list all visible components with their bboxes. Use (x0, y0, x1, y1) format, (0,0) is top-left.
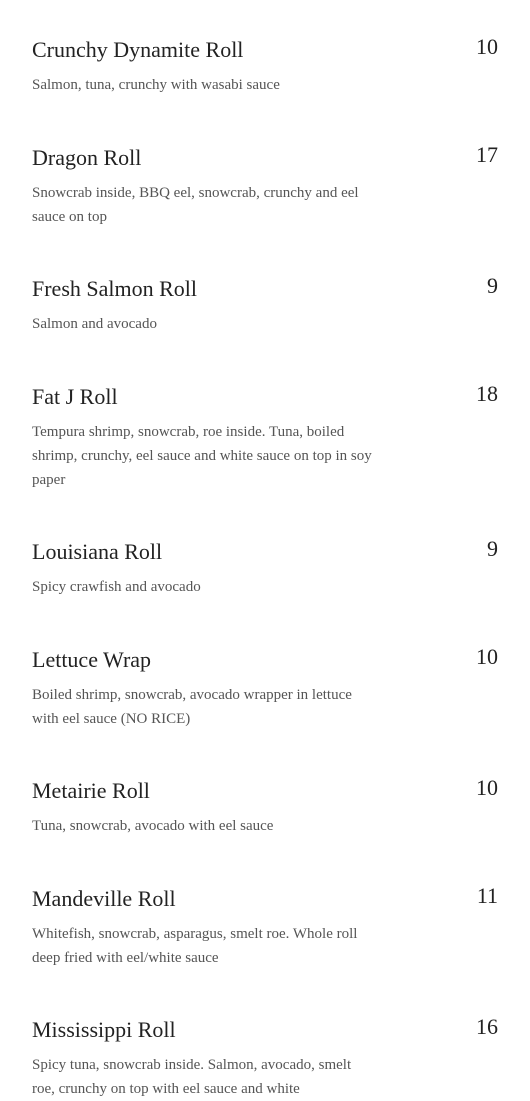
item-price: 16 (476, 1014, 498, 1039)
item-description: Boiled shrimp, snowcrab, avocado wrapper in lettuce with eel sauce (NO RICE) (32, 687, 352, 727)
item-price: 11 (476, 883, 498, 908)
item-name: Crunchy Dynamite Roll (32, 37, 244, 62)
item-price: 9 (487, 536, 498, 561)
item-description: Salmon, tuna, crunchy with wasabi sauce (32, 77, 280, 93)
item-description: Snowcrab inside, BBQ eel, snowcrab, crunchy and eel sauce on top (32, 185, 359, 225)
item-price: 10 (476, 34, 498, 59)
item-name: Louisiana Roll (32, 539, 163, 564)
item-description: Salmon and avocado (32, 316, 157, 332)
item-name: Lettuce Wrap (32, 647, 152, 672)
item-name: Metairie Roll (32, 778, 150, 803)
item-price: 10 (476, 644, 498, 669)
item-description: Spicy tuna, snowcrab inside. Salmon, avocado, smelt roe, crunchy on top with eel sauce and white (32, 1057, 352, 1097)
item-description: Tuna, snowcrab, avocado with eel sauce (32, 818, 274, 834)
item-name: Dragon Roll (32, 145, 142, 170)
item-name: Fresh Salmon Roll (32, 276, 198, 301)
item-price: 18 (476, 381, 498, 406)
item-description: Whitefish, snowcrab, asparagus, smelt roe. Whole roll deep fried with eel/white sauce (32, 926, 358, 966)
item-name: Mississippi Roll (32, 1017, 176, 1042)
item-description: Spicy crawfish and avocado (32, 579, 201, 595)
item-description: Tempura shrimp, snowcrab, roe inside. Tuna, boiled shrimp, crunchy, eel sauce and white sauce on top in soy paper (32, 424, 372, 488)
item-price: 17 (476, 142, 498, 167)
item-price: 10 (476, 775, 498, 800)
item-name: Fat J Roll (32, 384, 118, 409)
item-name: Mandeville Roll (32, 886, 176, 911)
item-price: 9 (487, 273, 498, 298)
